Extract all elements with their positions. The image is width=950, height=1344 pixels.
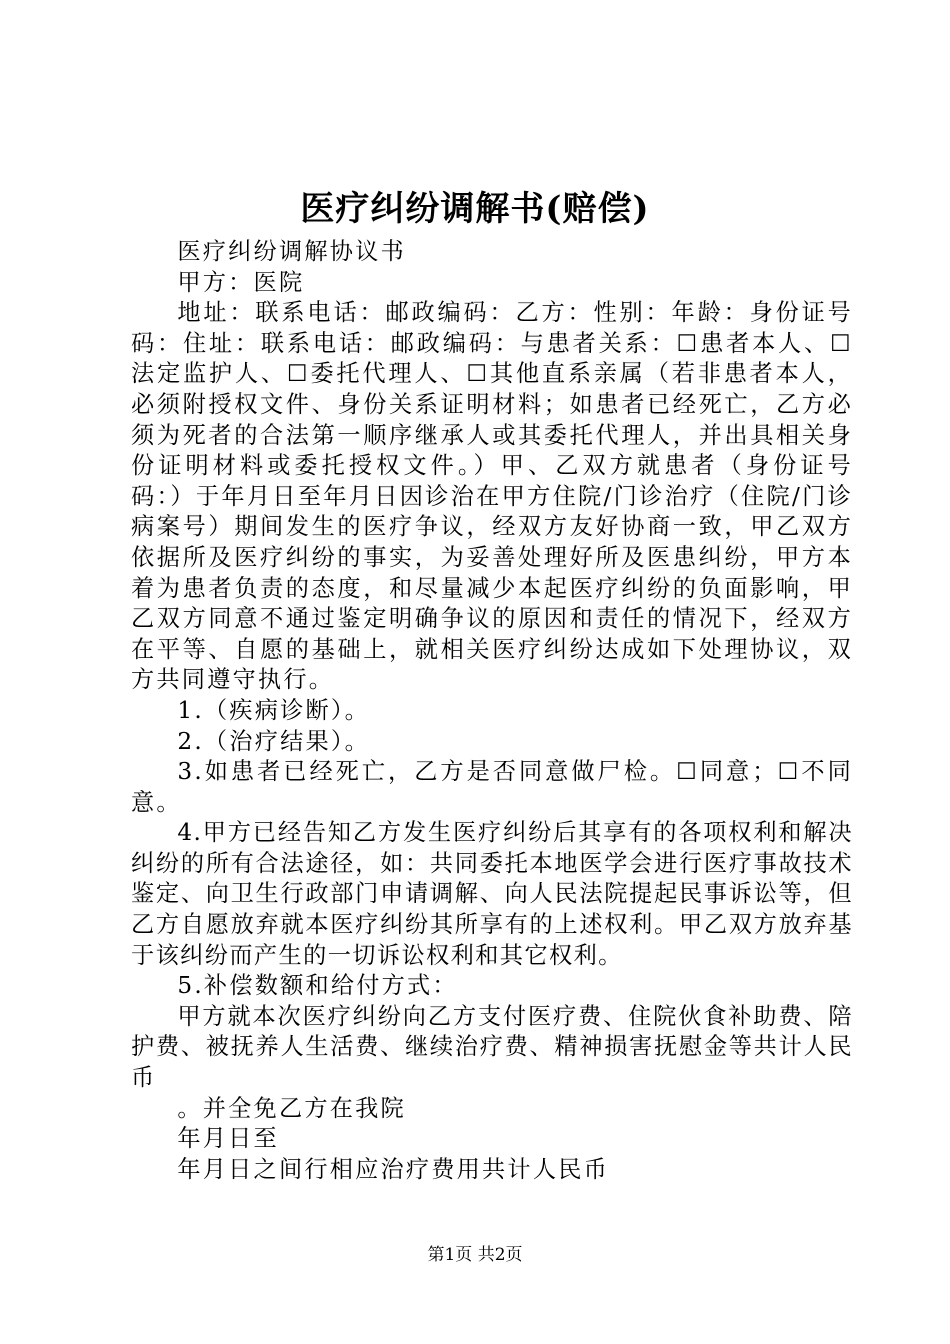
paragraph-subtitle: 医疗纠纷调解协议书 [177, 238, 406, 265]
page-number-footer: 第1页 共2页 [427, 1245, 523, 1265]
paragraph-item-5: 5.补偿数额和给付方式： [177, 972, 458, 1000]
paragraph-item-1: 1.（疾病诊断）。 [177, 696, 371, 724]
paragraph-exemption: 。并全免乙方在我院 [177, 1094, 406, 1122]
paragraph-item-3: 3.如患者已经死亡，乙方是否同意做尸检。☐同意；☐不同意。 [131, 758, 853, 816]
paragraph-party-a: 甲方：医院 [177, 268, 305, 296]
document-title: 医疗纠纷调解书(赔偿) [300, 189, 650, 229]
document-body [131, 237, 853, 1185]
paragraph-compensation: 甲方就本次医疗纠纷向乙方支付医疗费、住院伙食补助费、陪护费、被抚养人生活费、继续治疗费、精神损害抚慰金等共计人民币 [131, 1002, 853, 1092]
paragraph-item-4: 4.甲方已经告知乙方发生医疗纠纷后其享有的各项权利和解决纠纷的所有合法途径，如：共同委托本地医学会进行医疗事故技术鉴定、向卫生行政部门申请调解、向人民法院提起民事诉讼等，但乙方自愿放弃就本医疗纠纷其所享有的上述权利。甲乙双方放弃基于该纠纷而产生的一切诉讼权利和其它权利。 [131, 819, 853, 969]
paragraph-parties-details: 地址：联系电话：邮政编码：乙方：性别：年龄：身份证号码：住址：联系电话：邮政编码：与患者关系：☐患者本人、☐法定监护人、☐委托代理人、☐其他直系亲属（若非患者本人，必须附授权文件、身份关系证明材料；如患者已经死亡，乙方必须为死者的合法第一顺序继承人或其委托代理人，并出具相关身份证明材料或委托授权文件。）甲、乙双方就患者（身份证号码：）于年月日至年月日因诊治在甲方住院/门诊治疗（住院/门诊病案号）期间发生的医疗争议，经双方友好协商一致，甲乙双方依据所及医疗纠纷的事实，为妥善处理好所及医患纠纷，甲方本着为患者负责的态度，和尽量减少本起医疗纠纷的负面影响，甲乙双方同意不通过鉴定明确争议的原因和责任的情况下，经双方在平等、自愿的基础上，就相关医疗纠纷达成如下处理协议，双方共同遵守执行。 [131, 299, 853, 694]
paragraph-item-2: 2.（治疗结果）。 [177, 727, 371, 755]
paragraph-date-range-start: 年月日至 [177, 1125, 279, 1153]
paragraph-date-range-end: 年月日之间行相应治疗费用共计人民币 [177, 1155, 609, 1183]
